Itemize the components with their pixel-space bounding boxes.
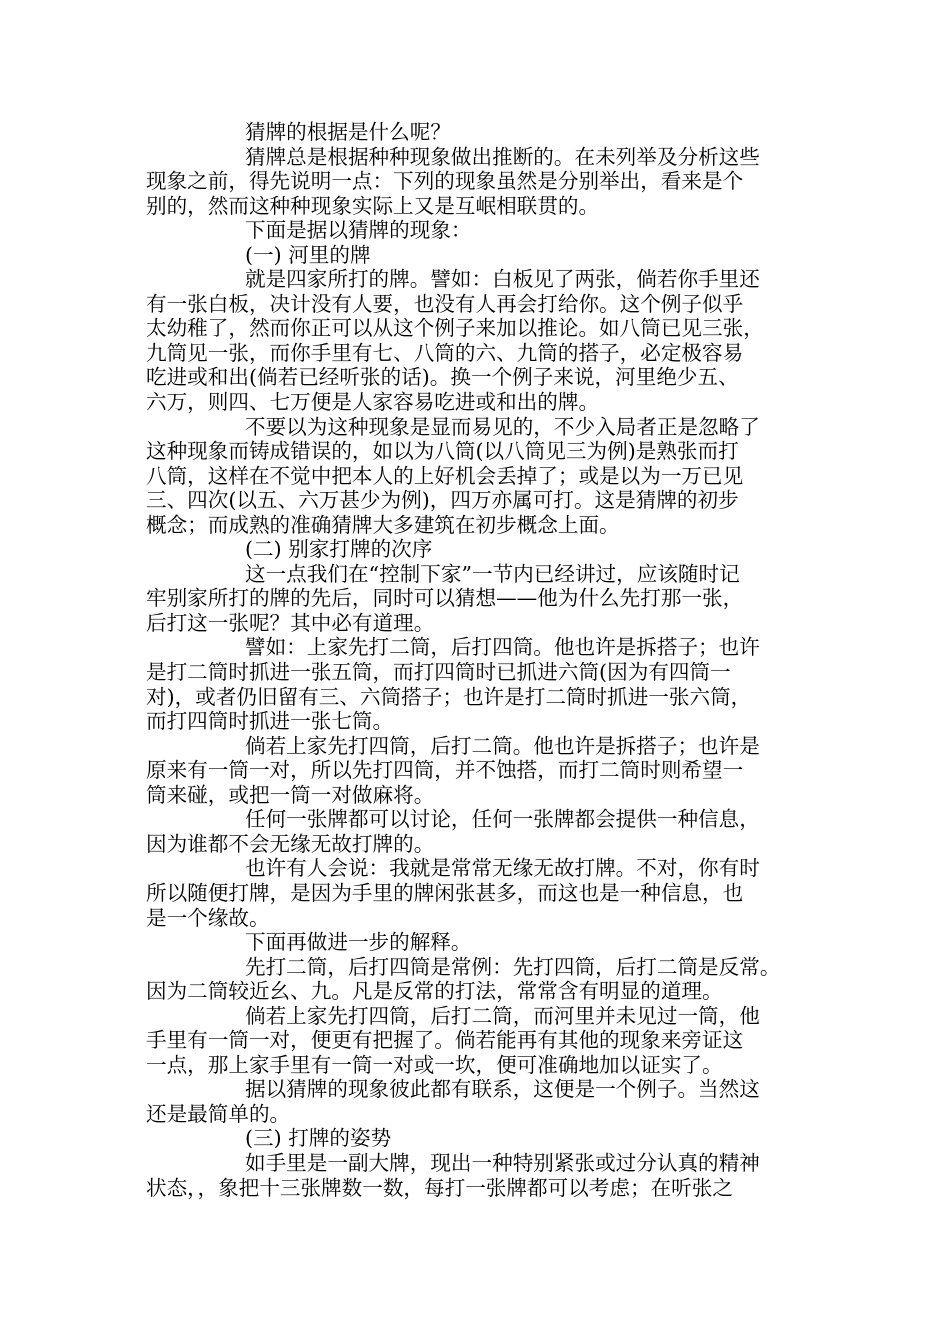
- body-text: [146, 120, 818, 1200]
- text-line: 所以随便打牌，是因为手里的牌闲张甚多，而这也是一种信息，也: [146, 880, 744, 905]
- text-line: 有一张白板，决计没有人要，也没有人再会打给你。这个例子似乎: [146, 291, 744, 316]
- text-line: 倘若上家先打四筒，后打二筒。他也许是拆搭子；也许是: [245, 733, 760, 758]
- text-line: 原来有一筒一对，所以先打四筒，并不蚀搭，而打二筒时则希望一: [146, 758, 744, 783]
- text-line: 这种现象而铸成错误的，如以为八筒(以八筒见三为例)是熟张而打: [146, 439, 739, 464]
- text-line: 这一点我们在“控制下家”一节内已经讲过，应该随时记: [245, 561, 740, 586]
- text-line: 现象之前，得先说明一点：下列的现象虽然是分别举出，看来是个: [146, 169, 744, 194]
- text-line: 是一个缘故。: [146, 905, 270, 930]
- text-line: 三、四次(以五、六万甚少为例)，四万亦属可打。这是猜牌的初步: [146, 488, 739, 513]
- text-line: 是打二筒时抓进一张五筒，而打四筒时已抓进六筒(因为有四筒一: [146, 660, 731, 685]
- text-line: 猜牌的根据是什么呢？: [245, 120, 451, 144]
- section-heading: (三) 打牌的姿势: [245, 1126, 392, 1151]
- text-line: 一点，那上家手里有一筒一对或一坎，便可准确地加以证实了。: [146, 1052, 723, 1077]
- text-line: 据以猜牌的现象彼此都有联系，这便是一个例子。当然这: [245, 1077, 760, 1102]
- text-line: 如手里是一副大牌，现出一种特别紧张或过分认真的精神: [245, 1150, 760, 1175]
- text-line: 因为二筒较近幺、九。凡是反常的打法，常常含有明显的道理。: [146, 979, 723, 1004]
- text-line: 就是四家所打的牌。譬如：白板见了两张，倘若你手里还: [245, 267, 760, 292]
- text-line: 九筒见一张，而你手里有七、八筒的六、九筒的搭子，必定极容易: [146, 340, 744, 365]
- text-line: 下面再做进一步的解释。: [245, 930, 472, 955]
- text-line: 譬如：上家先打二筒，后打四筒。他也许是拆搭子；也许: [245, 635, 760, 660]
- text-line: 下面是据以猜牌的现象：: [245, 218, 472, 243]
- section-heading: (一) 河里的牌: [245, 242, 371, 267]
- text-line: 猜牌总是根据种种现象做出推断的。在未列举及分析这些: [245, 144, 760, 169]
- text-line: 别的，然而这种种现象实际上又是互岷相联贯的。: [146, 193, 600, 218]
- text-line: 筒来碰，或把一筒一对做麻将。: [146, 782, 435, 807]
- text-line: 后打这一张呢？其中必有道理。: [146, 610, 435, 635]
- text-line: 太幼稚了，然而你正可以从这个例子来加以推论。如八筒已见三张，: [146, 316, 764, 341]
- text-line: 对)，或者仍旧留有三、六筒搭子；也许是打二筒时抓进一张六筒，: [146, 684, 752, 709]
- text-line: 先打二筒，后打四筒是常例：先打四筒，后打二筒是反常。: [245, 954, 781, 979]
- text-line: 手里有一筒一对，便更有把握了。倘若能再有其他的现象来旁证这: [146, 1028, 744, 1053]
- section-heading: (二) 别家打牌的次序: [245, 537, 433, 562]
- text-line: 概念；而成熟的准确猜牌大多建筑在初步概念上面。: [146, 512, 620, 537]
- text-line: 六万，则四、七万便是人家容易吃进或和出的牌。: [146, 390, 600, 415]
- text-line: 任何一张牌都可以讨论，任何一张牌都会提供一种信息，: [245, 807, 760, 832]
- text-line: 状态，，象把十三张牌数一数，每打一张牌都可以考虑；在听张之: [146, 1175, 733, 1200]
- text-line: 吃进或和出(倘若已经听张的话)。换一个例子来说，河里绝少五、: [146, 365, 739, 390]
- text-line: 倘若上家先打四筒，后打二筒，而河里并未见过一筒，他: [245, 1003, 760, 1028]
- text-line: 因为谁都不会无缘无故打牌的。: [146, 831, 435, 856]
- text-line: 也许有人会说：我就是常常无缘无故打牌。不对，你有时: [245, 856, 760, 881]
- text-line: 牢别家所打的牌的先后，同时可以猜想——他为什么先打那一张，: [146, 586, 744, 611]
- text-line: 不要以为这种现象是显而易见的，不少入局者正是忽略了: [245, 414, 760, 439]
- text-line: 八筒，这样在不觉中把本人的上好机会丢掉了；或是以为一万已见: [146, 463, 744, 488]
- text-line: 而打四筒时抓进一张七筒。: [146, 709, 394, 734]
- text-line: 还是最简单的。: [146, 1101, 291, 1126]
